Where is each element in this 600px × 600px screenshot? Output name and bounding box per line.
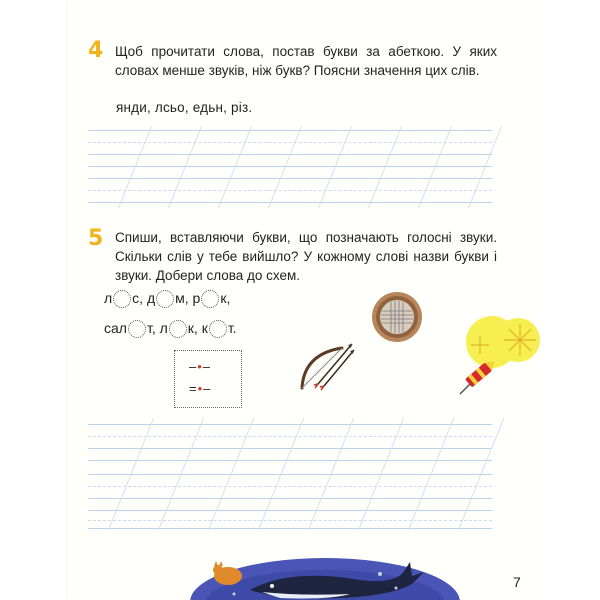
vowel-circle: [201, 290, 219, 308]
word-fragment: т,: [146, 320, 156, 336]
scheme-row-2: [189, 381, 211, 396]
scheme-vowel-dot: •: [197, 359, 203, 374]
word-fragment: м,: [175, 290, 189, 306]
word-fragment: т.: [227, 320, 237, 336]
sound-scheme-box: [174, 350, 242, 408]
scheme-vowel-dot: •: [197, 381, 204, 396]
vowel-circle: [113, 290, 131, 308]
scheme-row-1: [189, 359, 211, 374]
word-fragment: р: [192, 290, 201, 306]
scheme-dash: –: [202, 359, 212, 374]
word-fragment: к: [201, 320, 208, 336]
vowel-circle: [128, 320, 146, 338]
bow-arrow-illustration: [296, 340, 358, 392]
sieve-illustration: [370, 290, 424, 344]
word-fragment: к,: [220, 290, 231, 306]
word-fragment: к,: [187, 320, 198, 336]
scheme-dash: =: [189, 381, 198, 396]
task-4-number: 4: [88, 38, 104, 63]
vowel-circle: [209, 320, 227, 338]
word-fragment: д: [146, 290, 156, 306]
scheme-dash: –: [203, 381, 212, 396]
vowel-circle: [169, 320, 187, 338]
writing-lines-2: [88, 418, 492, 530]
sea-whale-illustration: [190, 544, 460, 600]
word-fragment: сал: [104, 320, 127, 336]
page-margin: [534, 0, 600, 600]
vowel-circle: [156, 290, 174, 308]
writing-lines-1: [88, 126, 492, 208]
task-4-instruction: Щоб прочитати слова, постав букви за абеткою. У яких словах менше звуків, ніж букв? Поясни значення цих слів.: [115, 44, 497, 78]
page-number: 7: [513, 574, 521, 590]
task-4-scrambled-words: янди, лсьо, едьн, різ.: [116, 100, 253, 115]
task-5-number: 5: [88, 226, 104, 251]
task-5-row-2: [104, 320, 237, 338]
scheme-dash: –: [189, 359, 198, 374]
task-5-instruction: Спиши, вставляючи букви, що позначають голосні звуки. Скільки слів у тебе вийшло? У кожному слові назви букви і звуки. Добери слова до схем.: [115, 230, 497, 283]
word-fragment: с,: [132, 290, 144, 306]
task-5-row-1: [104, 290, 230, 308]
firework-illustration: [452, 310, 552, 400]
word-fragment: л: [159, 320, 168, 336]
word-fragment: л: [104, 290, 113, 306]
